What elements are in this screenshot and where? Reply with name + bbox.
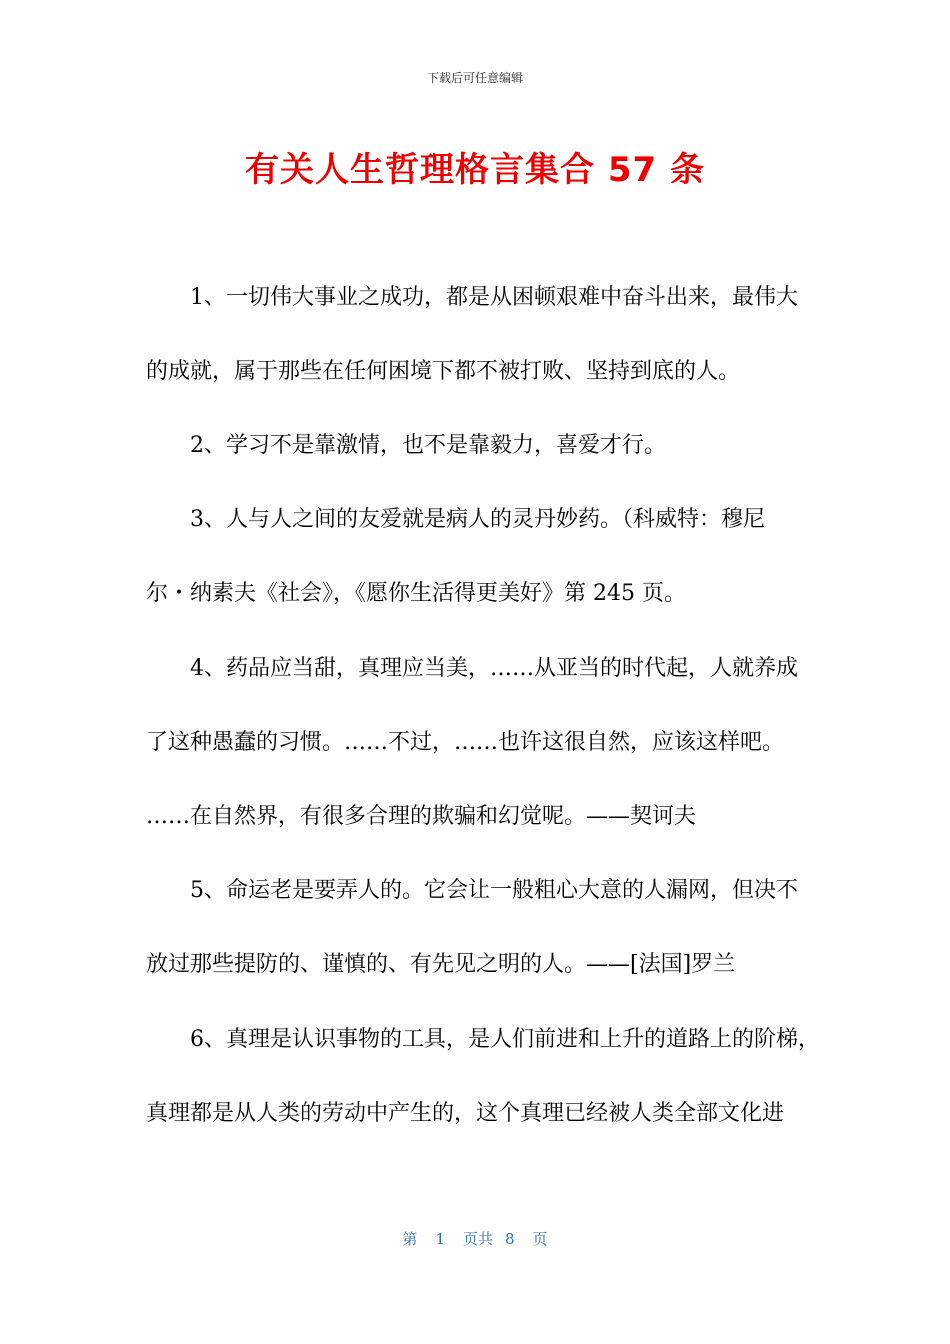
body-line-3: 2、学习不是靠激情，也不是靠毅力，喜爱才行。 xyxy=(146,433,666,458)
body-line-9: 5、命运老是要弄人的。它会让一般粗心大意的人漏网，但决不 xyxy=(146,878,798,903)
body-line-12: 真理都是从人类的劳动中产生的，这个真理已经被人类全部文化进 xyxy=(146,1101,785,1126)
body-line-4: 3、人与人之间的友爱就是病人的灵丹妙药。（科威特：穆尼 xyxy=(146,507,765,532)
document-title: 有关人生哲理格言集合 57 条 xyxy=(245,150,705,190)
body-line-8: ……在自然界，有很多合理的欺骗和幻觉呢。——契诃夫 xyxy=(146,804,697,829)
body-line-2: 的成就，属于那些在任何困境下都不被打败、坚持到底的人。 xyxy=(146,359,741,384)
body-line-6: 4、药品应当甜，真理应当美，……从亚当的时代起，人就养成 xyxy=(146,656,798,681)
body-line-7: 了这种愚蠢的习惯。……不过，……也许这很自然，应该这样吧。 xyxy=(146,730,785,755)
footer-page-label: 第 xyxy=(402,1230,418,1248)
body-line-11: 6、真理是认识事物的工具，是人们前进和上升的道路上的阶梯， xyxy=(146,1027,820,1052)
body-line-1: 1、一切伟大事业之成功，都是从困顿艰难中奋斗出来，最伟大 xyxy=(146,285,798,310)
footer-total-label: 页共 xyxy=(462,1230,493,1248)
page-footer xyxy=(0,1228,950,1249)
footer-page-number: 1 xyxy=(435,1230,445,1248)
body-line-5: 尔・纳素夫《社会》，《愿你生活得更美好》第 245 页。 xyxy=(146,581,686,606)
page-header: 下载后可任意编辑 xyxy=(426,71,523,85)
footer-page-suffix: 页 xyxy=(532,1230,548,1248)
footer-total-number: 8 xyxy=(505,1230,515,1248)
body-line-10: 放过那些提防的、谨慎的、有先见之明的人。——[法国]罗兰 xyxy=(146,952,736,977)
